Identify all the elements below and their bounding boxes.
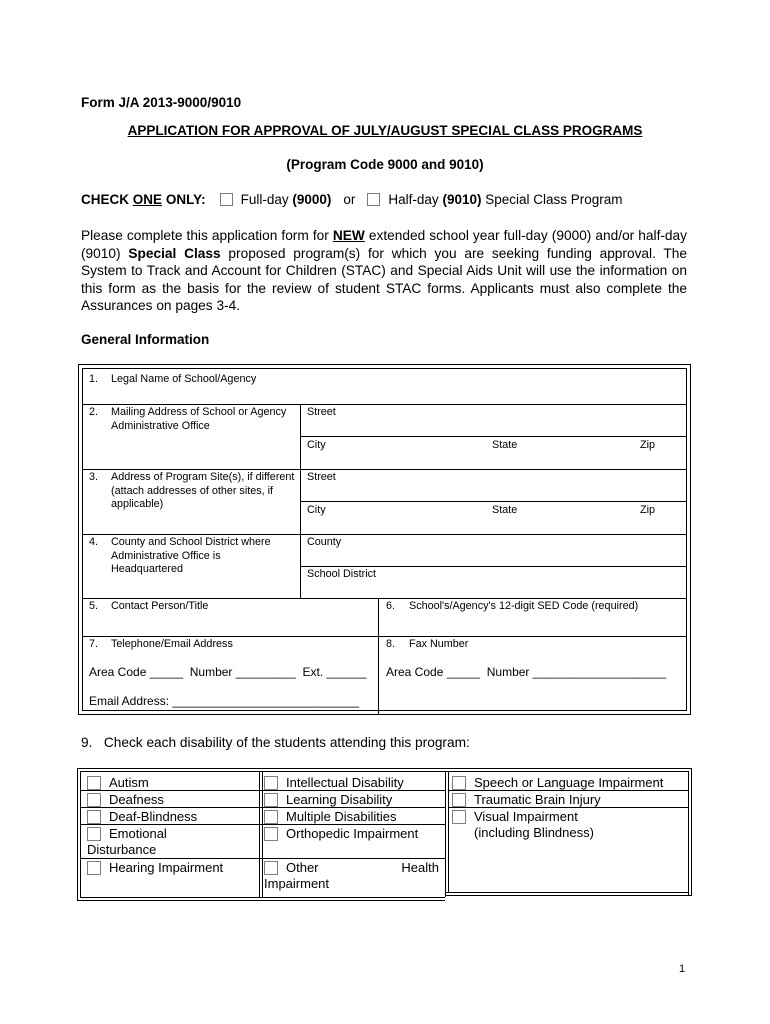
other-health-impairment-checkbox[interactable] (264, 861, 278, 875)
mailing-zip-label: Zip (640, 439, 655, 451)
check-only: ONLY: (165, 192, 206, 207)
row3-number: 3. (89, 471, 99, 483)
deafness-checkbox[interactable] (87, 793, 101, 807)
learning-disability-checkbox[interactable] (264, 793, 278, 807)
traumatic-brain-injury-option[interactable]: Traumatic Brain Injury (452, 792, 601, 808)
visual-impairment-checkbox[interactable] (452, 810, 466, 824)
email-line[interactable]: Email Address: ____________________________ (89, 694, 360, 708)
learning-disability-option[interactable]: Learning Disability (264, 792, 392, 808)
orthopedic-impairment-option[interactable]: Orthopedic Impairment (264, 826, 418, 842)
half-day-label: Half-day (388, 192, 439, 207)
row5-number: 5. (89, 600, 99, 612)
visual-impairment-continued: (including Blindness) (474, 825, 594, 840)
multiple-disabilities-checkbox[interactable] (264, 810, 278, 824)
row8-number: 8. (386, 638, 396, 650)
site-zip-label: Zip (640, 504, 655, 516)
telephone-email-label: Telephone/Email Address (111, 638, 233, 650)
form-title: APPLICATION FOR APPROVAL OF JULY/AUGUST SPECIAL CLASS PROGRAMS (127, 123, 643, 138)
site-city-label: City (307, 504, 326, 516)
check-one-row (81, 192, 623, 207)
autism-checkbox[interactable] (87, 776, 101, 790)
legal-name-label: Legal Name of School/Agency (111, 373, 257, 385)
full-day-label: Full-day (240, 192, 289, 207)
page-number: 1 (679, 963, 686, 975)
full-day-checkbox[interactable] (220, 193, 233, 206)
form-number: Form J/A 2013-9000/9010 (81, 95, 242, 110)
emotional-disturbance-checkbox[interactable] (87, 827, 101, 841)
emotional-disturbance-continued: Disturbance (87, 842, 157, 857)
deafness-option[interactable]: Deafness (87, 792, 164, 808)
other-health-impairment-continued: Impairment (264, 876, 330, 891)
row1-number: 1. (89, 373, 99, 385)
sed-code-label: School's/Agency's 12-digit SED Code (required) (409, 600, 639, 612)
autism-option[interactable]: Autism (87, 775, 149, 791)
speech-language-impairment-checkbox[interactable] (452, 776, 466, 790)
row2-number: 2. (89, 406, 99, 418)
phone-line[interactable]: Area Code _____ Number _________ Ext. ______ (89, 665, 367, 679)
county-label: County (307, 536, 342, 548)
site-state-label: State (492, 504, 518, 516)
multiple-disabilities-option[interactable]: Multiple Disabilities (264, 809, 397, 825)
orthopedic-impairment-checkbox[interactable] (264, 827, 278, 841)
special-class-emphasis: Special Class (128, 245, 221, 261)
mailing-city-label: City (307, 439, 326, 451)
deaf-blindness-checkbox[interactable] (87, 810, 101, 824)
general-information-table (78, 364, 691, 715)
fax-number-label: Fax Number (409, 638, 469, 650)
intellectual-disability-option[interactable]: Intellectual Disability (264, 775, 404, 791)
general-information-heading: General Information (81, 332, 210, 347)
half-day-suffix: Special Class Program (485, 192, 623, 207)
school-district-label: School District (307, 568, 376, 580)
contact-person-label: Contact Person/Title (111, 600, 209, 612)
question-9: 9. Check each disability of the students attending this program: (81, 735, 470, 750)
county-district-label: County and School District where Administrative Office is Headquartered (111, 536, 271, 575)
intro-paragraph: Please complete this application form for NEW extended school year full-day (9000) and/or half-day (9010) Special Class proposed program(s) for which you are seeking funding approval. The System to Track and Account for Children (STAC) and Special Aids Unit will use the information on this form as the basis for the review of student STAC forms. Applicants must also complete the Assurances on pages 3-4. (81, 228, 688, 314)
intellectual-disability-checkbox[interactable] (264, 776, 278, 790)
mailing-street-label: Street (307, 406, 336, 418)
mailing-state-label: State (492, 439, 518, 451)
row6-number: 6. (386, 600, 396, 612)
emotional-disturbance-option[interactable]: Emotional (87, 826, 167, 842)
mailing-address-label: Mailing Address of School or Agency Administrative Office (111, 406, 287, 432)
site-street-label: Street (307, 471, 336, 483)
check-prefix: CHECK (81, 192, 130, 207)
speech-language-impairment-option[interactable]: Speech or Language Impairment (452, 775, 663, 791)
form-subtitle: (Program Code 9000 and 9010) (286, 157, 484, 172)
program-site-label: Address of Program Site(s), if different (attach addresses of other sites, if applicable) (111, 471, 295, 510)
row7-number: 7. (89, 638, 99, 650)
full-day-code: (9000) (292, 192, 332, 207)
or-text: or (343, 192, 356, 207)
traumatic-brain-injury-checkbox[interactable] (452, 793, 466, 807)
fax-line[interactable]: Area Code _____ Number ____________________ (386, 665, 667, 679)
hearing-impairment-option[interactable]: Hearing Impairment (87, 860, 223, 876)
half-day-code: (9010) (442, 192, 482, 207)
visual-impairment-option[interactable]: Visual Impairment (452, 809, 578, 825)
other-health-impairment-option[interactable]: Other Health (264, 860, 439, 876)
new-emphasis: NEW (332, 228, 365, 243)
deaf-blindness-option[interactable]: Deaf-Blindness (87, 809, 197, 825)
hearing-impairment-checkbox[interactable] (87, 861, 101, 875)
half-day-checkbox[interactable] (367, 193, 380, 206)
row4-number: 4. (89, 536, 99, 548)
disability-table (77, 768, 692, 900)
check-one-emphasis: ONE (132, 192, 163, 207)
